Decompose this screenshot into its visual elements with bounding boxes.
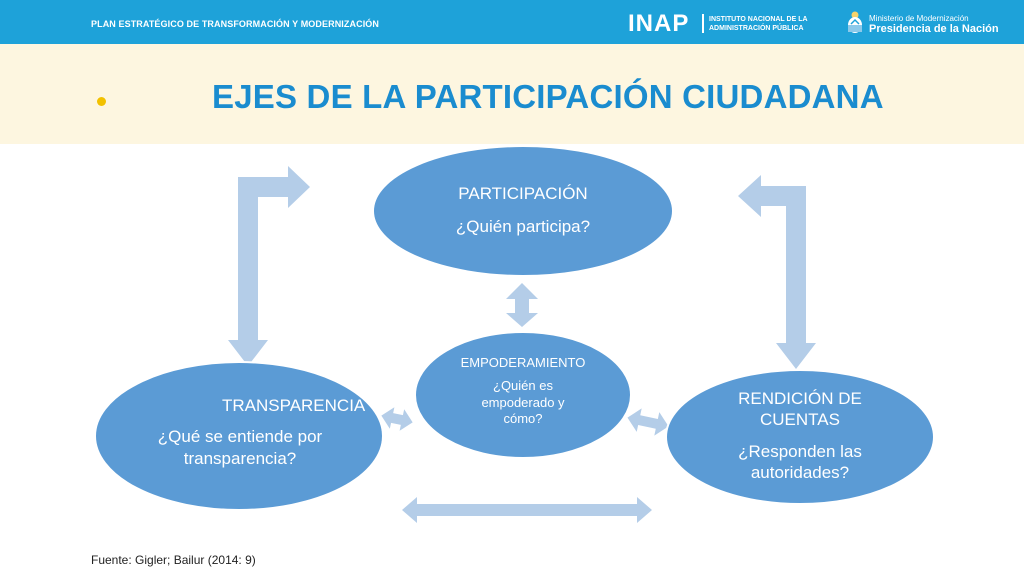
participacion-title: PARTICIPACIÓN bbox=[458, 184, 588, 203]
inap-line-1: INSTITUTO NACIONAL DE LA bbox=[709, 16, 808, 23]
rendicion-title: RENDICIÓN DE CUENTAS bbox=[738, 389, 862, 430]
arrow-empoderamiento-rendicion bbox=[625, 406, 671, 438]
source-citation: Fuente: Gigler; Bailur (2014: 9) bbox=[91, 553, 256, 567]
node-transparencia bbox=[120, 395, 366, 469]
rendicion-question: ¿Responden las autoridades? bbox=[738, 441, 862, 482]
transparencia-title: TRANSPARENCIA bbox=[222, 396, 366, 415]
ministry-name: Ministerio de Modernización bbox=[869, 14, 969, 23]
arrow-participacion-empoderamiento bbox=[506, 283, 538, 327]
arrow-top-right bbox=[738, 175, 816, 369]
inap-logo: INAP bbox=[628, 10, 690, 37]
presidency-name: Presidencia de la Nación bbox=[869, 23, 999, 35]
arrow-top-left bbox=[228, 166, 310, 366]
plan-title: PLAN ESTRATÉGICO DE TRANSFORMACIÓN Y MODERNIZACIÓN bbox=[91, 19, 380, 29]
bullet-dot bbox=[97, 97, 106, 106]
inap-description bbox=[709, 15, 819, 33]
arrow-bottom-horizontal bbox=[402, 497, 652, 523]
coat-of-arms-icon bbox=[846, 10, 864, 34]
inap-line-2: ADMINISTRACIÓN PÚBLICA bbox=[709, 25, 804, 32]
node-participacion bbox=[413, 183, 633, 238]
logo-separator bbox=[702, 14, 704, 33]
node-rendicion bbox=[710, 388, 890, 483]
empoderamiento-question: ¿Quién es empoderado y cómo? bbox=[481, 378, 565, 426]
arrow-transparencia-empoderamiento bbox=[379, 405, 415, 433]
node-empoderamiento bbox=[443, 355, 603, 427]
empoderamiento-title: EMPODERAMIENTO bbox=[460, 355, 586, 370]
participacion-question: ¿Quién participa? bbox=[455, 217, 591, 237]
slide-title: EJES DE LA PARTICIPACIÓN CIUDADANA bbox=[212, 78, 884, 115]
transparencia-question: ¿Qué se entiende por transparencia? bbox=[157, 427, 323, 468]
